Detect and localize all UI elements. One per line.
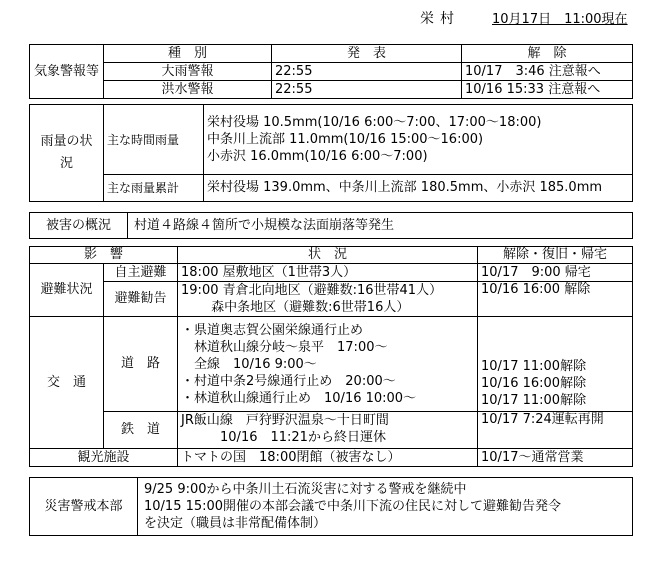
damage-table: [29, 212, 633, 239]
evac-advisory-status: [178, 282, 478, 317]
road-resolution-line: 10/16 16:00解除: [481, 376, 587, 391]
alert-cleared: 10/16 15:33 注意報へ: [462, 81, 633, 99]
hq-line: 10/15 15:00開催の本部会議で中条川下流の住民に対して避難勧告発令: [144, 499, 562, 514]
rail-status-line: 10/16 11:21から終日運休: [181, 430, 386, 445]
table-row: [30, 282, 633, 317]
hq-line: 9/25 9:00から中条川土石流災害に対する警戒を継続中: [144, 482, 467, 497]
tourism-label: 観光施設: [30, 449, 178, 467]
hq-table: [29, 477, 633, 536]
table-row: [30, 264, 633, 282]
total-rain-value: 栄村役場 139.0mm、中条川上流部 180.5mm、小赤沢 185.0mm: [204, 175, 633, 202]
voluntary-evac-resolution: 10/17 9:00 帰宅: [478, 264, 633, 282]
col-status-header: 状 況: [178, 247, 478, 264]
traffic-label: 交 通: [30, 317, 104, 449]
rail-status-line: JR飯山線 戸狩野沢温泉～十日町間: [181, 413, 389, 428]
road-label: 道 路: [104, 317, 178, 412]
road-status-line: ・県道奥志賀公園栄線通行止め: [181, 322, 364, 338]
road-status-line: ・林道秋山線通行止め 10/16 10:00～: [181, 390, 417, 406]
table-row: [30, 81, 633, 99]
hourly-rain-line: 中条川上流部 11.0mm(10/16 15:00～16:00): [207, 132, 484, 147]
village-name: 栄村: [420, 11, 460, 27]
alert-type: 大雨警報: [104, 63, 272, 81]
weather-alert-label: 気象警報等: [30, 45, 104, 99]
table-row: [30, 63, 633, 81]
hq-line: を決定（職員は非常配備体制）: [144, 516, 327, 531]
road-resolution: [478, 317, 633, 412]
col-issued-header: 発 表: [272, 45, 462, 63]
table-row: [30, 449, 633, 467]
tourism-resolution: 10/17～通常営業: [478, 449, 633, 467]
evacuation-label: 避難状況: [30, 264, 104, 317]
rail-resolution: 10/17 7:24運転再開: [478, 412, 633, 449]
hourly-rain-label: 主な時間雨量: [104, 105, 204, 175]
report-datetime: 10月17日 11:00現在: [492, 12, 628, 27]
damage-text: 村道４路線４箇所で小規模な法面崩落等発生: [128, 213, 633, 239]
table-row: [30, 412, 633, 449]
col-cleared-header: 解 除: [462, 45, 633, 63]
road-status-line: 全線 10/16 9:00～: [181, 356, 317, 372]
evac-advisory-line: 19:00 青倉北向地区（避難数:16世帯41人）: [181, 283, 443, 298]
rainfall-label: 雨量の状況: [30, 105, 104, 202]
road-status: [178, 317, 478, 412]
alert-cleared: 10/17 3:46 注意報へ: [462, 63, 633, 81]
table-row: [30, 317, 633, 412]
damage-label: 被害の概況: [30, 213, 128, 239]
road-resolution-line: 10/17 11:00解除: [481, 393, 587, 408]
tourism-status: トマトの国 18:00閉館（被害なし）: [178, 449, 478, 467]
hourly-rain-line: 栄村役場 10.5mm(10/16 6:00～7:00、17:00～18:00): [207, 115, 542, 130]
weather-alert-table: [29, 44, 633, 99]
hourly-rain-values: [204, 105, 633, 175]
evac-advisory-line: 森中条地区（避難数:6世帯16人）: [181, 300, 410, 315]
rail-label: 鉄 道: [104, 412, 178, 449]
col-impact-header: 影 響: [30, 247, 178, 264]
alert-issued: 22:55: [272, 81, 462, 99]
road-status-line: ・村道中条2号線通行止め 20:00～: [181, 373, 396, 389]
hourly-rain-line: 小赤沢 16.0mm(10/16 6:00～7:00): [207, 149, 428, 164]
voluntary-evac-status: 18:00 屋敷地区（1世帯3人）: [178, 264, 478, 282]
rainfall-table: [29, 104, 633, 202]
road-resolution-line: 10/17 11:00解除: [481, 359, 587, 374]
evac-advisory-label: 避難勧告: [104, 282, 178, 317]
voluntary-evac-label: 自主避難: [104, 264, 178, 282]
col-type-header: 種 別: [104, 45, 272, 63]
rail-status: [178, 412, 478, 449]
alert-type: 洪水警報: [104, 81, 272, 99]
impact-table: [29, 246, 633, 467]
total-rain-label: 主な雨量累計: [104, 175, 204, 202]
hq-text: [138, 478, 633, 536]
hq-label: 災害警戒本部: [30, 478, 138, 536]
alert-issued: 22:55: [272, 63, 462, 81]
road-status-line: 林道秋山線分岐～泉平 17:00～: [181, 339, 388, 355]
col-resolution-header: 解除・復旧・帰宅: [478, 247, 633, 264]
evac-advisory-resolution: 10/16 16:00 解除: [478, 282, 633, 317]
report-header: [0, 6, 650, 28]
